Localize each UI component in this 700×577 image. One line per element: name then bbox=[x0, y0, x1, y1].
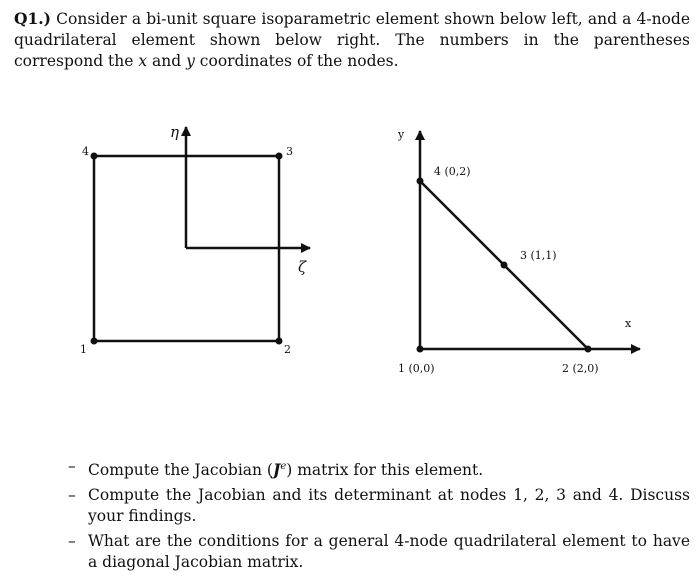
node-1-dot bbox=[417, 346, 424, 353]
question-label: Q1.) bbox=[14, 9, 52, 28]
y-axis-label: y bbox=[398, 128, 405, 141]
node-3-label: 3 (1,1) bbox=[520, 249, 557, 262]
jacobian-superscript: e bbox=[280, 461, 287, 472]
bullet-dash: – bbox=[68, 532, 76, 551]
question-body-part2: and bbox=[147, 52, 187, 70]
task-list bbox=[68, 456, 690, 577]
eta-label: η bbox=[170, 123, 179, 141]
task-item-determinant bbox=[68, 485, 690, 527]
variable-x: x bbox=[138, 52, 148, 70]
node-3-label: 3 bbox=[286, 145, 293, 158]
task2-text: Compute the Jacobian and its determinant at nodes 1, 2, 3 and 4. Discuss your findings. bbox=[88, 486, 690, 526]
node-3-dot bbox=[276, 153, 283, 160]
quadrilateral-figure bbox=[397, 128, 640, 375]
task-item-jacobian bbox=[68, 456, 690, 481]
node-4-label: 4 (0,2) bbox=[434, 165, 471, 178]
node-2-dot bbox=[276, 338, 283, 345]
node-2-label: 2 bbox=[284, 343, 291, 356]
task-item-conditions bbox=[68, 531, 690, 573]
jacobian-symbol: J bbox=[272, 460, 281, 480]
node-1-label: 1 bbox=[80, 343, 87, 356]
zeta-label: ζ bbox=[298, 258, 307, 276]
node-3-dot bbox=[501, 262, 508, 269]
bullet-dash: – bbox=[68, 486, 76, 505]
question-body-part1: Consider a bi-unit square isoparametric element shown below left, and a 4-node quadrilateral element shown below right. The numbers in the parentheses correspond the bbox=[14, 10, 690, 70]
question-body-part3: coordinates of the nodes. bbox=[194, 52, 399, 70]
bi-unit-square-figure bbox=[80, 123, 310, 356]
node-1-dot bbox=[91, 338, 98, 345]
node-4-dot bbox=[417, 178, 424, 185]
variable-y: y bbox=[186, 52, 195, 70]
node-4-dot bbox=[91, 153, 98, 160]
node-4-label: 4 bbox=[82, 145, 89, 158]
x-axis-label: x bbox=[625, 317, 632, 330]
task3-text: What are the conditions for a general 4-node quadrilateral element to have a diagonal Jacobian matrix. bbox=[88, 532, 690, 572]
node-2-label: 2 (2,0) bbox=[562, 362, 599, 375]
bullet-dash: – bbox=[68, 457, 76, 475]
node-2-dot bbox=[585, 346, 592, 353]
task1-text-post: ) matrix for this element. bbox=[286, 461, 484, 480]
task1-text-pre: Compute the Jacobian ( bbox=[88, 461, 273, 480]
node-1-label: 1 (0,0) bbox=[398, 362, 435, 375]
